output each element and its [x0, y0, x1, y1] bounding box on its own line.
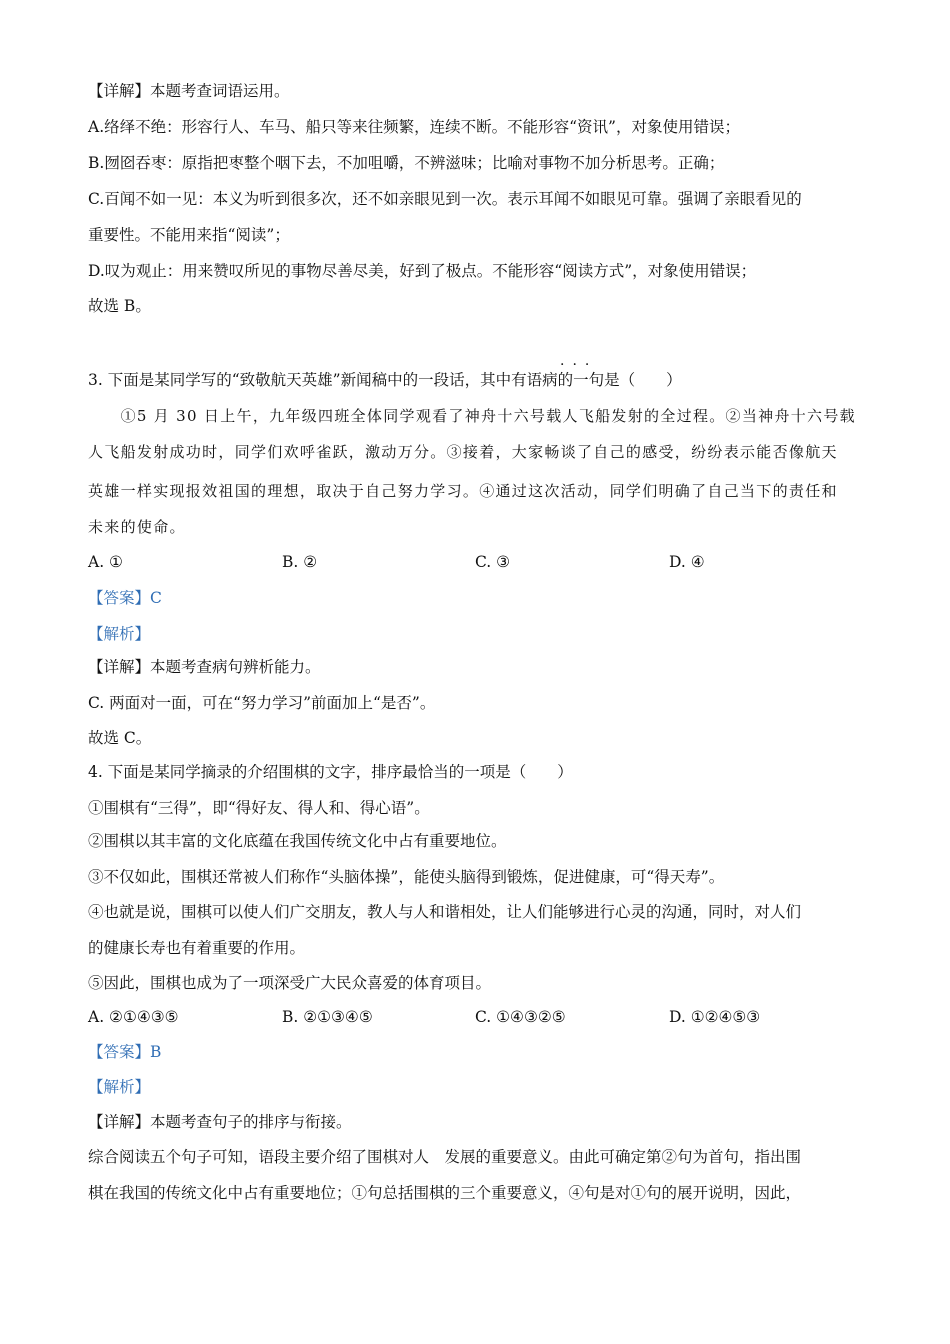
q3-question: 3. 下面是某同学写的“致敬航天英雄”新闻稿中的一段话，其中有语病的一句是（ ）: [88, 371, 682, 389]
q2-detail-heading: 【详解】本题考查词语运用。: [88, 82, 290, 100]
q2-conclusion: 故选 B。: [88, 297, 151, 315]
q2-option-b-explanation: B.囫囵吞枣：原指把枣整个咽下去，不加咀嚼，不辨滋味；比喻对事物不加分析思考。正确；: [88, 154, 725, 172]
q4-detail-heading: 【详解】本题考查句子的排序与衔接。: [88, 1113, 352, 1131]
q3-option-c: C. ③: [475, 553, 511, 571]
q3-option-d: D. ④: [669, 553, 705, 571]
q4-sentence-4-cont: 的健康长寿也有着重要的作用。: [88, 939, 306, 957]
q4-answer: 【答案】B: [88, 1043, 162, 1061]
q4-explanation-line: 综合阅读五个句子可知，语段主要介绍了围棋对人 发展的重要意义。由此可确定第②句为首句，指出围: [88, 1148, 802, 1166]
q3-analysis-heading: 【解析】: [88, 625, 151, 643]
q4-option-c: C. ①④③②⑤: [475, 1008, 566, 1026]
q4-sentence-2: ②围棋以其丰富的文化底蕴在我国传统文化中占有重要地位。: [88, 832, 507, 850]
q3-conclusion: 故选 C。: [88, 729, 152, 747]
q4-analysis-heading: 【解析】: [88, 1078, 151, 1096]
q4-sentence-1: ①围棋有“三得”，即“得好友、得人和、得心语”。: [88, 799, 430, 817]
q3-detail-heading: 【详解】本题考查病句辨析能力。: [88, 658, 321, 676]
q4-explanation-line: 棋在我国的传统文化中占有重要地位；①句总括围棋的三个重要意义，④句是对①句的展开说明，因此，: [88, 1184, 802, 1202]
q2-option-d-explanation: D.叹为观止：用来赞叹所见的事物尽善尽美，好到了极点。不能形容“阅读方式”，对象使用错误；: [88, 262, 757, 280]
q2-option-c-explanation: C.百闻不如一见：本义为听到很多次，还不如亲眼见到一次。表示耳闻不如眼见可靠。强调了亲眼看见的: [88, 190, 802, 208]
q4-sentence-3: ③不仅如此，围棋还常被人们称作“头脑体操”，能使头脑得到锻炼，促进健康，可“得天寿”。: [88, 868, 725, 886]
q2-option-c-explanation-cont: 重要性。不能用来指“阅读”；: [88, 226, 290, 244]
q4-option-d: D. ①②④⑤③: [669, 1008, 761, 1026]
q4-question: 4. 下面是某同学摘录的介绍围棋的文字，排序最恰当的一项是（ ）: [88, 763, 573, 781]
emphasis-dots: ···: [560, 357, 598, 373]
q3-passage-line: 未来的使命。: [88, 518, 186, 536]
q3-passage-line: ①5 月 30 日上午，九年级四班全体同学观看了神舟十六号载人飞船发射的全过程。②当神舟十六号载: [88, 407, 856, 425]
q3-answer: 【答案】C: [88, 589, 162, 607]
q3-option-b: B. ②: [282, 553, 318, 571]
q4-option-b: B. ②①③④⑤: [282, 1008, 373, 1026]
q4-sentence-5: ⑤因此，围棋也成为了一项深受广大民众喜爱的体育项目。: [88, 974, 492, 992]
q3-passage-line: 英雄一样实现报效祖国的理想，取决于自己努力学习。④通过这次活动，同学们明确了自己当下的责任和: [88, 482, 838, 500]
q3-passage-line: 人飞船发射成功时，同学们欢呼雀跃，激动万分。③接着，大家畅谈了自己的感受，纷纷表示能否像航天: [88, 443, 838, 461]
q4-option-a: A. ②①④③⑤: [88, 1008, 179, 1026]
q4-sentence-4: ④也就是说，围棋可以使人们广交朋友，教人与人和谐相处，让人们能够进行心灵的沟通，同时，对人们: [88, 903, 802, 921]
q3-option-a: A. ①: [88, 553, 123, 571]
q3-explanation: C. 两面对一面，可在“努力学习”前面加上“是否”。: [88, 694, 436, 712]
q2-option-a-explanation: A.络绎不绝：形容行人、车马、船只等来往频繁，连续不断。不能形容“资讯”，对象使用错误；: [88, 118, 740, 136]
